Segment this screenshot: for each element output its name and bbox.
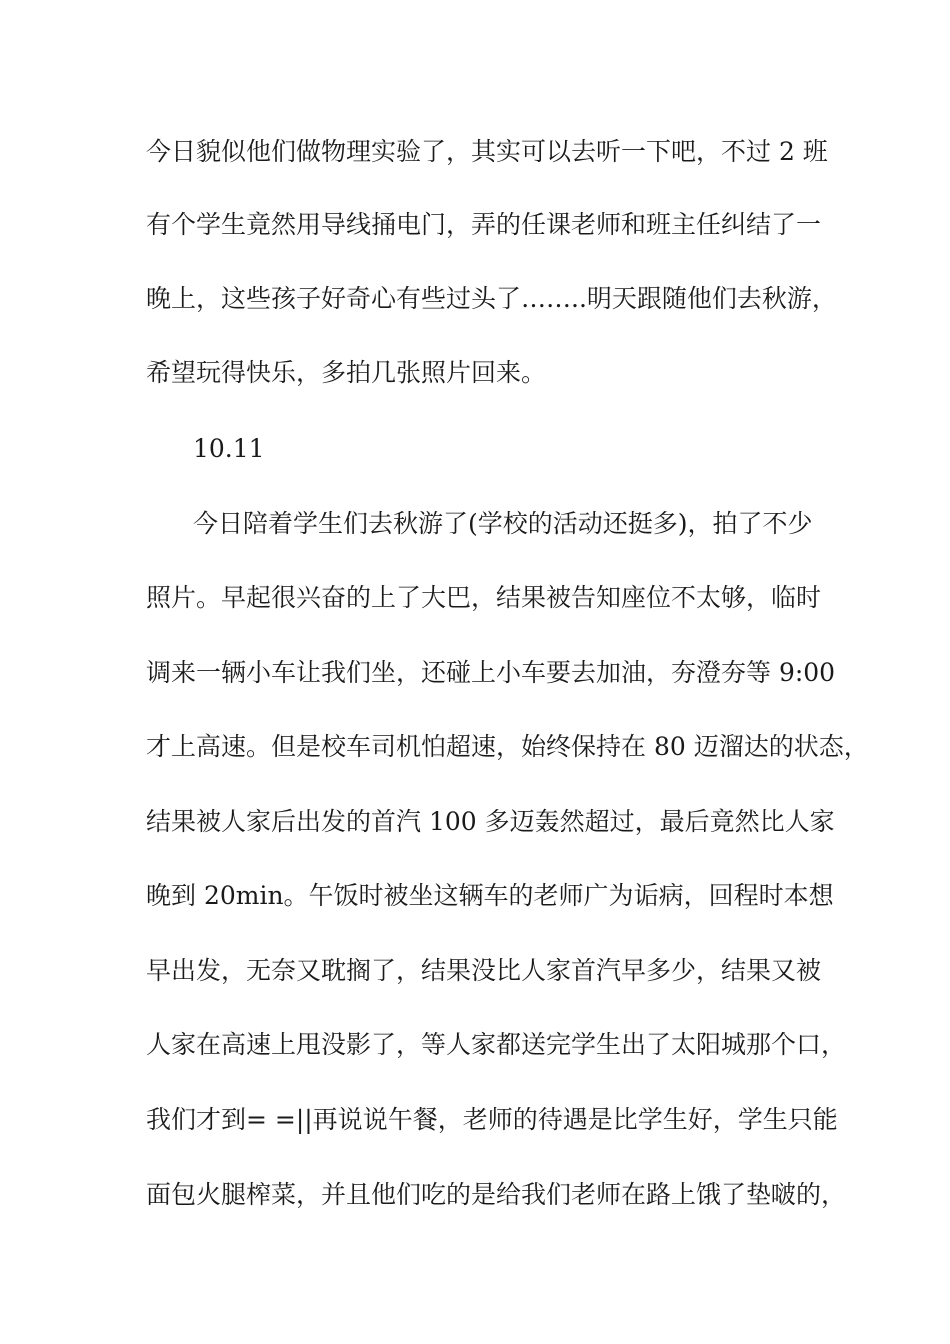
- text-line: 今日陪着学生们去秋游了(学校的活动还挺多)，拍了不少: [193, 509, 813, 538]
- text-line: 照片。早起很兴奋的上了大巴，结果被告知座位不太够，临时: [146, 583, 822, 612]
- text-line: 我们才到= =||再说说午餐，老师的待遇是比学生好，学生只能: [146, 1105, 838, 1134]
- text-line: 结果被人家后出发的首汽 100 多迈轰然超过，最后竟然比人家: [146, 807, 835, 836]
- text-line: 才上高速。但是校车司机怕超速，始终保持在 80 迈溜达的状态，: [146, 732, 869, 761]
- text-line: 希望玩得快乐，多拍几张照片回来。: [146, 358, 547, 387]
- text-line: 调来一辆小车让我们坐，还碰上小车要去加油，夯澄夯等 9:00: [146, 658, 836, 687]
- text-line: 晚到 20min。午饭时被坐这辆车的老师广为诟病，回程时本想: [146, 881, 834, 910]
- text-line: 有个学生竟然用导线捅电门，弄的任课老师和班主任纠结了一: [146, 210, 822, 239]
- text-line: 人家在高速上甩没影了，等人家都送完学生出了太阳城那个口，: [146, 1030, 847, 1059]
- text-line: 晚上，这些孩子好奇心有些过头了……..明天跟随他们去秋游，: [146, 284, 837, 313]
- text-line: 今日貌似他们做物理实验了，其实可以去听一下吧，不过 2 班: [146, 137, 828, 166]
- text-line: 面包火腿榨菜，并且他们吃的是给我们老师在路上饿了垫啵的，: [146, 1180, 847, 1209]
- text-line: 早出发，无奈又耽搁了，结果没比人家首汽早多少，结果又被: [146, 956, 822, 985]
- date-heading: 10.11: [193, 434, 265, 463]
